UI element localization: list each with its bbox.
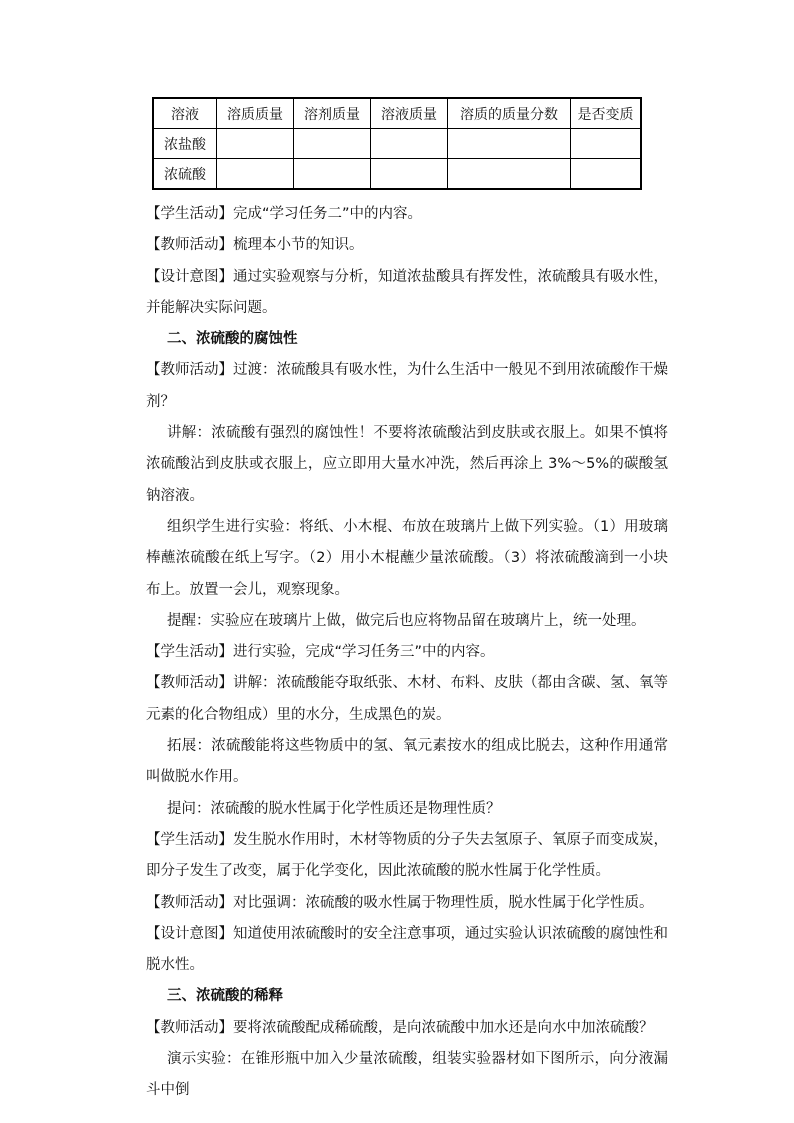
table-cell: [571, 129, 642, 159]
paragraph: 【教师活动】要将浓硫酸配成稀硫酸，是向浓硫酸中加水还是向水中加浓硫酸？: [146, 1019, 654, 1036]
section-heading: 二、浓硫酸的腐蚀性: [167, 331, 298, 348]
table-header-cell: 溶剂质量: [294, 98, 371, 129]
paragraph: 讲解：浓硫酸有强烈的腐蚀性！不要将浓硫酸沾到皮肤或衣服上。如果不慎将浓硫酸沾到皮肤或衣服上，应立即用大量水冲洗，然后再涂上 3%～5%的碳酸氢钠溶液。: [146, 425, 668, 504]
paragraph: 【教师活动】讲解：浓硫酸能夺取纸张、木材、布料、皮肤（都由含碳、氢、氧等元素的化合物组成）里的水分，生成黑色的炭。: [146, 675, 668, 723]
paragraph: 【设计意图】通过实验观察与分析，知道浓盐酸具有挥发性，浓硫酸具有吸水性，并能解决实际问题。: [146, 268, 668, 316]
paragraph: 提问：浓硫酸的脱水性属于化学性质还是物理性质？: [167, 800, 501, 817]
table-row: [153, 129, 641, 159]
paragraph: 提醒：实验应在玻璃片上做，做完后也应将物品留在玻璃片上，统一处理。: [167, 612, 646, 629]
table-cell: [371, 129, 448, 159]
table-cell: [294, 159, 371, 190]
table-header-row: [153, 98, 641, 129]
acid-properties-table: [152, 97, 642, 190]
paragraph: 组织学生进行实验：将纸、小木棍、布放在玻璃片上做下列实验。（1）用玻璃棒蘸浓硫酸在纸上写字。（2）用小木棍蘸少量浓硫酸。（3）将浓硫酸滴到一小块布上。放置一会儿，观察现象。: [146, 518, 668, 598]
table-header-cell: 溶质质量: [217, 98, 294, 129]
table-cell: [294, 129, 371, 159]
paragraph: 【教师活动】过渡：浓硫酸具有吸水性，为什么生活中一般见不到用浓硫酸作干燥剂？: [146, 362, 668, 410]
table-cell: 浓盐酸: [153, 129, 217, 159]
paragraph: 【教师活动】对比强调：浓硫酸的吸水性属于物理性质，脱水性属于化学性质。: [146, 894, 654, 911]
section-heading: 三、浓硫酸的稀释: [167, 988, 284, 1005]
table-cell: 浓硫酸: [153, 159, 217, 190]
paragraph: 演示实验：在锥形瓶中加入少量浓硫酸，组装实验器材如下图所示，向分液漏斗中倒: [146, 1051, 668, 1099]
paragraph: 【学生活动】进行实验，完成“学习任务三”中的内容。: [146, 644, 495, 661]
table-header-cell: 溶液: [153, 98, 217, 129]
table-header-cell: 溶质的质量分数: [448, 98, 571, 129]
paragraph: 【学生活动】发生脱水作用时，木材等物质的分子失去氢原子、氧原子而变成炭，即分子发生了改变，属于化学变化，因此浓硫酸的脱水性属于化学性质。: [146, 831, 668, 880]
table-header-cell: 是否变质: [571, 98, 642, 129]
table-cell: [371, 159, 448, 190]
table-cell: [217, 129, 294, 159]
paragraph: 【教师活动】梳理本小节的知识。: [146, 237, 364, 254]
lesson-body: [146, 199, 668, 1107]
table-cell: [571, 159, 642, 190]
table-cell: [448, 159, 571, 190]
table-header-cell: 溶液质量: [371, 98, 448, 129]
paragraph: 拓展：浓硫酸能将这些物质中的氢、氧元素按水的组成比脱去，这种作用通常叫做脱水作用。: [146, 738, 668, 786]
paragraph: 【学生活动】完成“学习任务二”中的内容。: [146, 206, 423, 222]
table-cell: [448, 129, 571, 159]
paragraph: 【设计意图】知道使用浓硫酸时的安全注意事项，通过实验认识浓硫酸的腐蚀性和脱水性。: [146, 925, 668, 974]
table-cell: [217, 159, 294, 190]
table-row: [153, 159, 641, 190]
